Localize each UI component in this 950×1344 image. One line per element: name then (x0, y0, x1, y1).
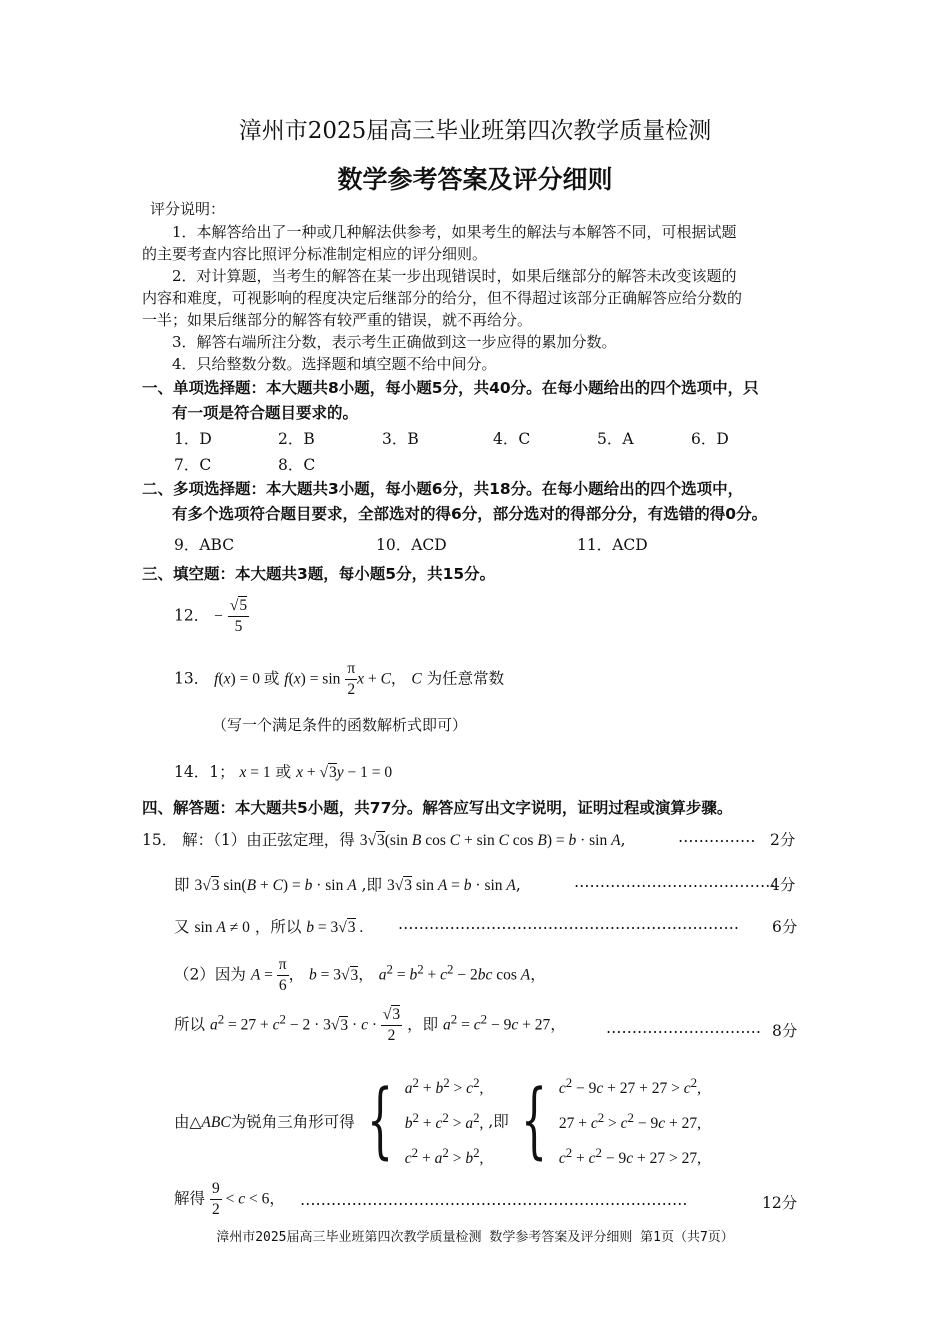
note-4: 4．只给整数分数。选择题和填空题不给中间分。 (172, 355, 497, 373)
score-8: 8分 (772, 1022, 798, 1040)
answer-13-tail: 为任意常数 (426, 669, 505, 688)
page-footer: 漳州市2025届高三毕业班第四次教学质量检测 数学参考答案及评分细则 第1页（共7页） (216, 1230, 734, 1245)
answer-1: 1．D (174, 430, 212, 448)
answer-14-or: 或 (275, 763, 292, 781)
section-4-heading: 四、解答题：本大题共5小题，共77分。解答应写出文字说明，证明过程或演算步骤。 (142, 799, 733, 817)
step-7-text: 解得 (174, 1189, 206, 1208)
section-2-heading-line-2: 有多个选项符合题目要求，全部选对的得6分，部分选对的得部分分，有选错的得0分。 (172, 505, 768, 523)
score-12: 12分 (762, 1194, 798, 1212)
answer-10: 10．ACD (376, 536, 447, 554)
solution-15-step-5: 所以 $a^2 = 27 + c^2 - 2 \cdot 3√3 \cdot c$ · $\frac{√3}{2}$ ，即 $a^2 = c^2 - 9c + 27$， (174, 1006, 566, 1044)
note-1-line-2: 的主要考查内容比照评分标准制定相应的评分细则。 (142, 245, 488, 263)
answer-14-label: 14．1； (174, 763, 235, 781)
answer-12-label: 12． (174, 606, 210, 625)
dots-2: …………… (678, 828, 756, 846)
answer-13: 13． f(x) = 0 或 f(x) = sin $\frac{\pi}{2}$ x + C， C 为任意常数 (174, 660, 505, 698)
answer-3: 3．B (382, 430, 419, 448)
section-2-heading: 二、多项选择题：本大题共3小题，每小题6分，共18分。在每小题给出的四个选项中， (142, 480, 744, 498)
section-3-heading: 三、填空题：本大题共3题，每小题5分，共15分。 (142, 565, 496, 583)
step-3-text: 又 (174, 918, 190, 936)
answer-2: 2．B (278, 430, 315, 448)
system-2: $c^2 - 9c + 27 + 27 > c^2$, $27 + c^2 > c^2 - 9c + 27$, $c^2 + c^2 - 9c + 27 > 27$, (558, 1075, 702, 1168)
step-2-text: 即 (174, 876, 190, 894)
answer-9: 9．ABC (174, 536, 235, 554)
section-1-heading-line-2: 有一项是符合题目要求的。 (172, 404, 359, 422)
step-6-mid: 为锐角三角形可得 (230, 1112, 355, 1131)
step-5-mid: ，即 (407, 1015, 439, 1034)
page-subtitle: 数学参考答案及评分细则 (337, 165, 613, 194)
note-2-line-1: 2．对计算题，当考生的解答在某一步出现错误时，如果后继部分的解答未改变该题的 (172, 267, 737, 285)
answer-14: 14．1； x = 1 或 x + √3y − 1 = 0 (174, 763, 393, 781)
answer-13-or: 或 (263, 669, 280, 688)
note-2-line-3: 一半；如果后继部分的解答有较严重的错误，就不再给分。 (142, 311, 533, 329)
step-2-mid: ,即 (361, 876, 383, 894)
dots-8: ………………………… (606, 1019, 761, 1037)
answer-13-note: （写一个满足条件的函数解析式即可） (212, 716, 468, 734)
step-4-text: （2）因为 (174, 965, 246, 984)
page-title: 漳州市2025届高三毕业班第四次教学质量检测 (238, 118, 712, 144)
step-1-text: 解：（1）由正弦定理，得 (182, 831, 355, 849)
solution-15-step-1: 15． 解：（1）由正弦定理，得 3√3(sin B cos C + sin C cos B) = b · sin A, (142, 831, 626, 849)
answer-12-fraction: $\frac{√5}{5}$ (229, 597, 248, 635)
note-2-line-2: 内容和难度，可视影响的程度决定后继部分的给分，但不得超过该部分正确解答应给分数的 (142, 289, 743, 307)
score-6: 6分 (772, 918, 798, 936)
step-6-text: 由△ (174, 1112, 202, 1131)
solution-15-step-6: 由△ABC为锐角三角形可得 { $a^2 + b^2 > c^2$, $b^2 + c^2 > a^2$, $c^2 + a^2 > b^2$, ,即 { $c^2 - 9c + 27 + 27 > c^2$, $27 + c^2 > c^2 - 9c + 27$, $c^2 + c^2 - 9c + 27 > 27$, (174, 1068, 701, 1173)
solution-15-step-3: 又 sin A ≠ 0 ，所以 b = 3√3 . (174, 918, 364, 936)
note-1-line-1: 1．本解答给出了一种或几种解法供参考，如果考生的解法与本解答不同，可根据试题 (172, 223, 737, 241)
solution-15-step-4: （2）因为 A = $\frac{\pi}{6}$ ， b = 3√3， $a^2 = b^2 + c^2 - 2bc$ cos A， (174, 956, 546, 994)
answer-11: 11．ACD (577, 536, 648, 554)
answer-12: 12． − $\frac{√5}{5}$ (174, 597, 248, 635)
answer-4: 4．C (493, 430, 531, 448)
solution-15-step-7: 解得 $\frac{9}{2}$ < c < 6， (174, 1180, 285, 1218)
dots-6: ………………………………………………………… (398, 915, 739, 933)
answer-8: 8．C (278, 456, 316, 474)
dots-12: ………………………………………………………………… (300, 1191, 688, 1209)
answer-5: 5．A (597, 430, 634, 448)
step-3-mid: ，所以 (254, 918, 302, 936)
step-6-join: ,即 (488, 1112, 509, 1131)
score-4: 4分 (770, 876, 796, 894)
solution-15-step-2: 即 3√3 sin(B + C) = b · sin A ,即 3√3 sin A = b · sin A, (174, 876, 521, 894)
answer-6: 6．D (691, 430, 729, 448)
question-15-label: 15． (142, 831, 178, 849)
system-1: $a^2 + b^2 > c^2$, $b^2 + c^2 > a^2$, $c^2 + a^2 > b^2$, (404, 1075, 484, 1168)
answer-13-label: 13． (174, 669, 210, 688)
score-2: 2分 (770, 831, 796, 849)
dots-4: ………………………………… (574, 873, 776, 891)
note-3: 3．解答右端所注分数，表示考生正确做到这一步应得的累加分数。 (172, 333, 617, 351)
answer-7: 7．C (174, 456, 212, 474)
section-1-heading: 一、单项选择题：本大题共8小题，每小题5分，共40分。在每小题给出的四个选项中，只 (142, 379, 759, 397)
notes-heading: 评分说明： (150, 200, 226, 218)
step-5-text: 所以 (174, 1015, 206, 1034)
